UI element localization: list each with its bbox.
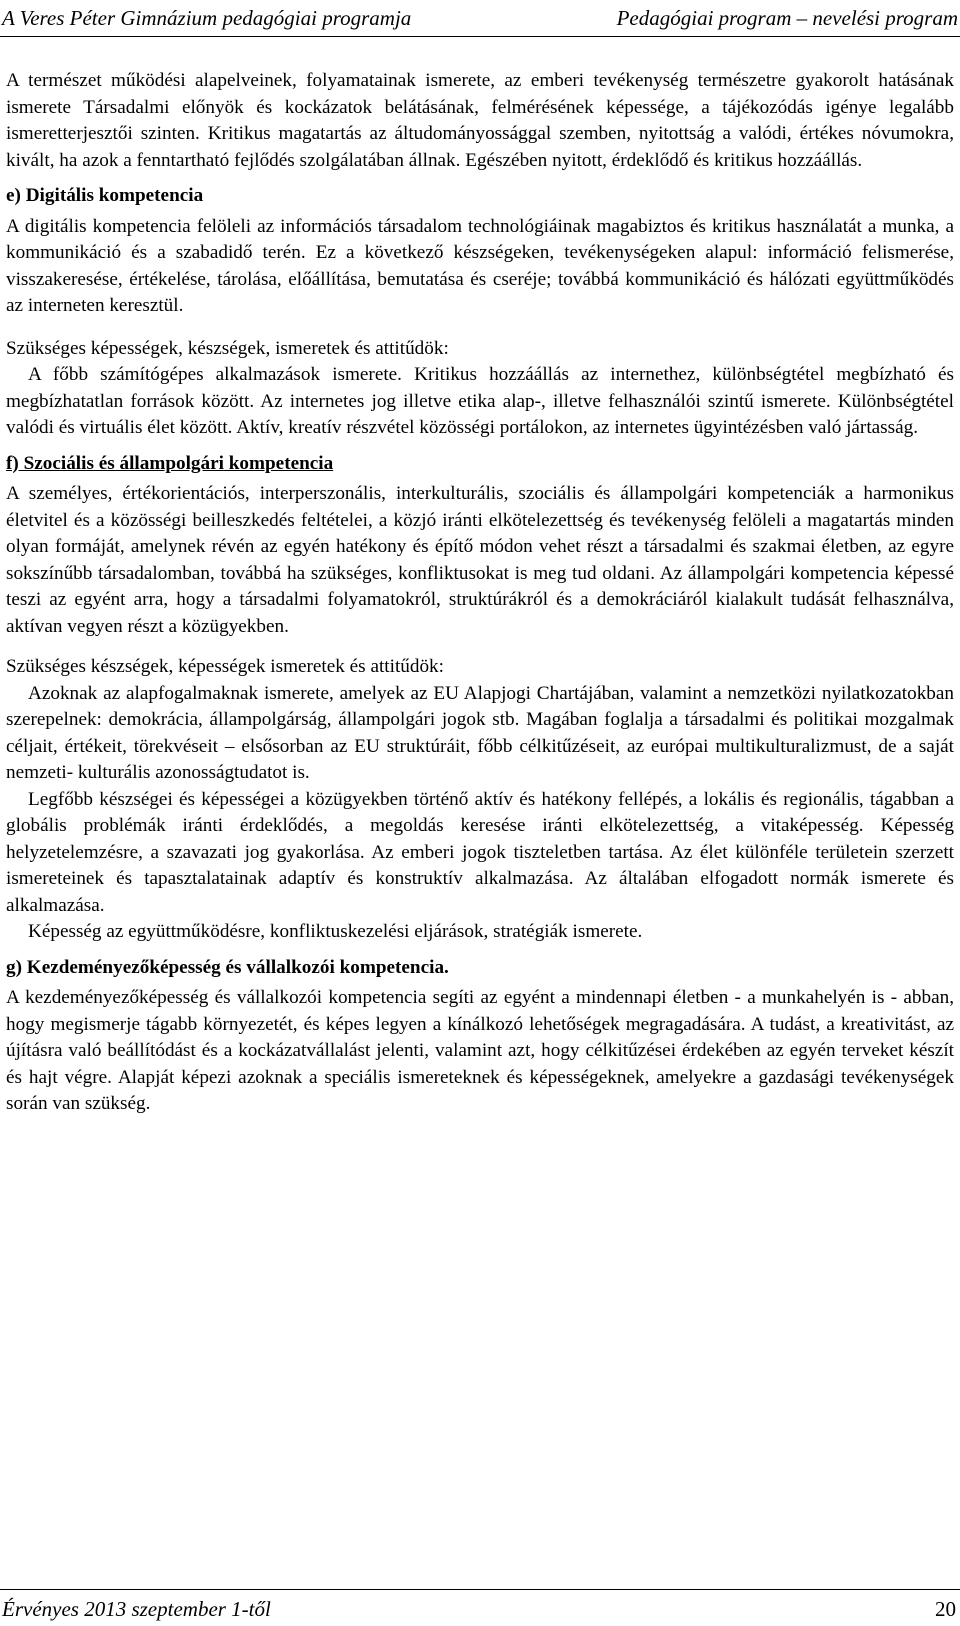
section-f-skills-paragraph-3: Képesség az együttműködésre, konfliktuskezelési eljárások, stratégiák ismerete.: [28, 921, 643, 942]
section-f-skills-paragraph-2: Legfőbb készségei és képességei a közügyekben történő aktív és hatékony fellépés, a lokális és regionális, tágabban a globális problémák iránti érdeklődés, a megoldás keresése iránti elkötelezettség, a vitaképesség. Képesség helyzetelemzésre, a szavazati jog gyakorlása. Az emberi jogok tiszteletben tartása. Az élet különféle területein szerzett ismereteinek és tapasztalatainak adaptív és konstruktív alkalmazása. Az általában elfogadott normák ismerete és alkalmazása.: [6, 788, 954, 916]
section-f-heading: f) Szociális és állampolgári kompetencia: [6, 452, 334, 474]
intro-paragraph: A természet működési alapelveinek, folyamatainak ismerete, az emberi tevékenység természetre gyakorolt hatásának ismerete Társadalmi előnyök és kockázatok belátásának, felmérésének képessége, a tájékozódás igénye legalább ismeretterjesztői szinten. Kritikus magatartás az áltudományossággal szemben, nyitottság a valódi, értékes nóvumokra, kivált, ha azok a fenntartható fejlődés szolgálatában állnak. Egészében nyitott, érdeklődő és kritikus hozzáállás.: [6, 70, 954, 171]
section-f-skills-heading: Szükséges készségek, képességek ismeretek és attitűdök:: [6, 656, 444, 677]
section-f-paragraph: A személyes, értékorientációs, interperszonális, interkulturális, szociális és állampolgári kompetenciák a harmonikus életvitel és a közösségi beilleszkedés feltételei, a közjó iránti elkötelezettség és tevékenység felöleli a magatartás minden olyan formáját, amelynek révén az egyén hatékony és építő módon vehet részt a társadalmi és szakmai életben, az egyre sokszínűbb társadalomban, továbbá ha szükséges, konfliktusokat is meg tud oldani. Az állampolgári kompetencia képessé teszi az egyént arra, hogy a társadalmi folyamatokról, struktúrákról és a demokráciáról kialakult tudását felhasználva, aktívan vegyen részt a közügyekben.: [6, 483, 954, 637]
header-section-title: Pedagógiai program – nevelési program: [616, 6, 958, 30]
section-e-skills-paragraph: A főbb számítógépes alkalmazások ismerete. Kritikus hozzáállás az internethez, különbségtétel megbízható és megbízhatatlan források között. Az internetes jog illetve etika alap-, illetve felhasználói szintű ismerete. Különbségtétel valódi és virtuális élet között. Aktív, kreatív részvétel közösségi portálokon, az internetes ügyintézésben való jártasság.: [6, 364, 954, 438]
section-e-skills-heading: Szükséges képességek, készségek, ismeretek és attitűdök:: [6, 337, 449, 359]
section-f-skills-paragraph-1: Azoknak az alapfogalmaknak ismerete, amelyek az EU Alapjogi Chartájában, valamint a nemzetközi nyilatkozatokban szerepelnek: demokrácia, állampolgárság, állampolgári jogok stb. Magában foglalja a társadalmi és politikai mozgalmak céljait, értékeit, törekvéseit – elsősorban az EU struktúráit, főbb célkitűzéseit, az európai multikulturalizmust, de a saját nemzeti- kulturális azonosságtudatot is.: [6, 682, 954, 783]
page-header: [0, 0, 960, 37]
page-content: [6, 68, 954, 1118]
section-g-heading: g) Kezdeményezőképesség és vállalkozói kompetencia.: [6, 956, 449, 978]
section-g-paragraph: A kezdeményezőképesség és vállalkozói kompetencia segíti az egyént a mindennapi életben - a munkahelyén is - abban, hogy megismerje tágabb környezetét, és képes legyen a kínálkozó lehetőségek megragadására. A tudást, a kreativitást, az újításra való beállítódást és a kockázatvállalást jelenti, valamint azt, hogy célkitűzései érdekében az egyén terveket készít és hajt végre. Alapját képezi azoknak a speciális ismereteknek és képességeknek, amelyekre a gazdasági tevékenységek során van szükség.: [6, 987, 954, 1114]
section-e-paragraph: A digitális kompetencia felöleli az információs társadalom technológiáinak magabiztos és kritikus használatát a munka, a kommunikáció és a szabadidő terén. Ez a következő készségeken, tevékenységeken alapul: információ felismerése, visszakeresése, értékelése, tárolása, előállítása, bemutatása és cseréje; továbbá kommunikáció és hálózati együttműködés az interneten keresztül.: [6, 215, 954, 316]
footer-validity: Érvényes 2013 szeptember 1-től: [2, 1597, 271, 1621]
page-number: 20: [935, 1597, 956, 1621]
section-e-heading: e) Digitális kompetencia: [6, 185, 204, 206]
header-document-title: A Veres Péter Gimnázium pedagógiai programja: [2, 6, 412, 30]
page-footer: [0, 1589, 960, 1626]
